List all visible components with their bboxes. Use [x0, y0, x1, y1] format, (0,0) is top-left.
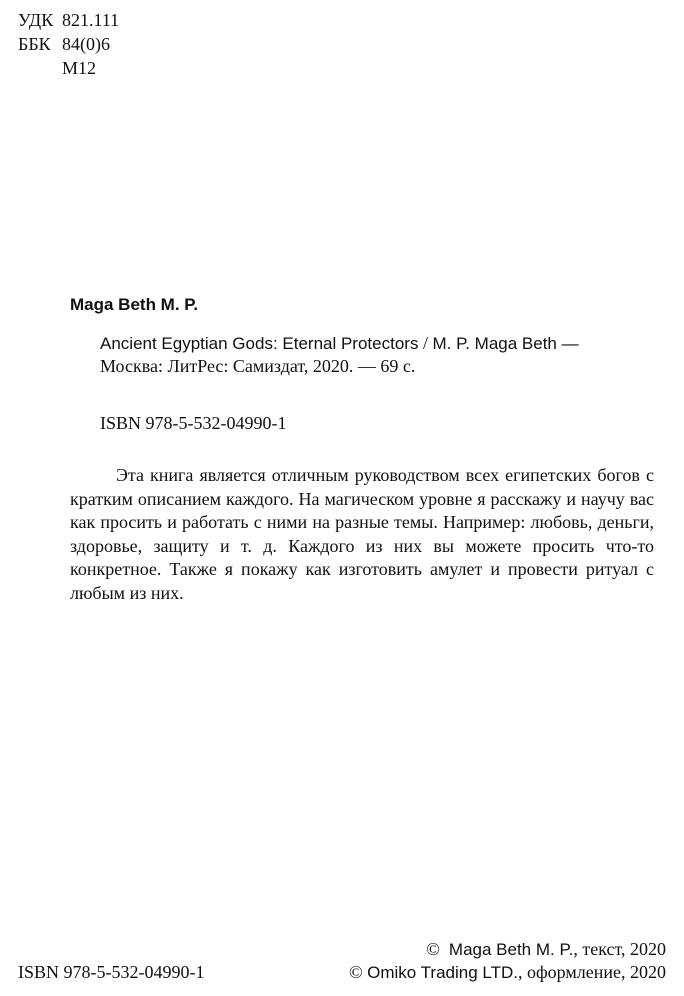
annotation: Эта книга является отличным руководством всех египетских богов с кратким описанием каждого. На магическом уровне я расскажу и научу вас как просить и работать с ними на разные темы. Например: любовь, деньги, здоровье, защиту и т. д. Каждого из них вы можете просить что-то конкретное. Также я покажу как изготовить амулет и провести ритуал с любым из них.	[70, 465, 654, 603]
author-mark: M12	[62, 58, 97, 78]
author-mark-row	[18, 56, 119, 80]
copyright-design-rest: , оформление, 2020	[517, 962, 666, 982]
copyright-text-rest: , текст, 2020	[573, 939, 666, 959]
udk-value: 821.111	[62, 10, 120, 30]
copyright-design-line	[349, 961, 666, 984]
copyright-block	[349, 938, 666, 984]
udk-row	[18, 8, 119, 32]
bib-title-line	[100, 332, 620, 355]
copyright-author: Maga Beth M. P.	[448, 940, 574, 959]
copyright-design-owner: Omiko Trading LTD.	[367, 963, 518, 982]
udk-label: УДК	[18, 10, 54, 30]
bbk-label: ББК	[18, 34, 51, 54]
bbk-row	[18, 32, 119, 56]
bbk-value: 84(0)6	[62, 34, 110, 54]
author-heading: Maga Beth M. P.	[70, 295, 199, 314]
isbn: ISBN 978-5-532-04990-1	[100, 413, 287, 433]
bibliographic-description	[100, 332, 620, 378]
footer-isbn: ISBN 978-5-532-04990-1	[18, 962, 205, 982]
bib-responsibility: M. P. Maga Beth —	[432, 334, 579, 353]
book-title: Ancient Egyptian Gods: Eternal Protectors	[100, 334, 419, 353]
library-classification	[18, 8, 119, 80]
bib-imprint: Москва: ЛитРес: Самиздат, 2020. — 69 с.	[100, 356, 416, 376]
copyright-text-line	[349, 938, 666, 961]
copyright-symbol: ©	[348, 962, 363, 982]
bib-separator: /	[418, 333, 433, 353]
copyright-symbol: ©	[426, 939, 440, 959]
